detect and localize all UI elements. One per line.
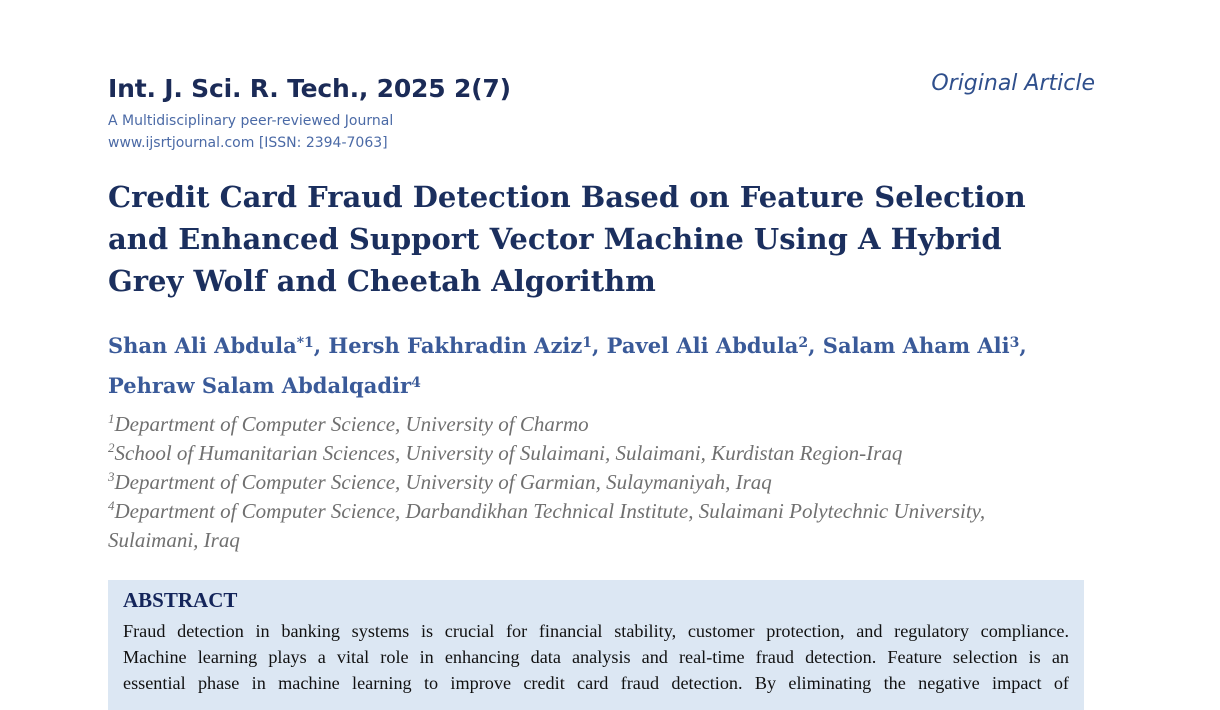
author-separator: , xyxy=(313,333,329,358)
author-line xyxy=(108,366,1108,406)
author-name: Hersh Fakhradin Aziz xyxy=(328,333,583,358)
affiliation-list xyxy=(108,410,1068,555)
author-affiliation-mark: 1 xyxy=(582,335,593,351)
paper-title-line: Grey Wolf and Cheetah Algorithm xyxy=(108,264,656,298)
author-list xyxy=(108,326,1108,406)
journal-url-issn: www.ijsrtjournal.com [ISSN: 2394-7063] xyxy=(108,135,388,151)
paper-title-line: Credit Card Fraud Detection Based on Feature Selection xyxy=(108,180,1026,214)
affiliation-number: 1 xyxy=(108,411,115,426)
affiliation-item xyxy=(108,439,1068,468)
abstract-line: Fraud detection in banking systems is crucial for financial stability, customer protection, and regulatory compliance. xyxy=(123,621,1069,641)
author-affiliation-mark: 3 xyxy=(1009,335,1020,351)
affiliation-item xyxy=(108,410,1068,439)
author-name: Shan Ali Abdula xyxy=(108,333,297,358)
paper-title xyxy=(108,176,1088,302)
abstract-text xyxy=(123,618,1069,696)
affiliation-item xyxy=(108,497,1068,526)
author-affiliation-mark: *1 xyxy=(296,335,314,351)
affiliation-item xyxy=(108,468,1068,497)
abstract-line: essential phase in machine learning to improve credit card fraud detection. By eliminating the negative impact of xyxy=(123,673,1069,693)
abstract-line: Machine learning plays a vital role in enhancing data analysis and real-time fraud detection. Feature selection is an xyxy=(123,647,1069,667)
journal-name: Int. J. Sci. R. Tech., 2025 2(7) xyxy=(108,74,511,103)
journal-description: A Multidisciplinary peer-reviewed Journal xyxy=(108,113,394,129)
author-affiliation-mark: 2 xyxy=(798,335,809,351)
affiliation-text: Department of Computer Science, University of Garmian, Sulaymaniyah, Iraq xyxy=(114,470,772,494)
affiliation-text: School of Humanitarian Sciences, University of Sulaimani, Sulaimani, Kurdistan Region-Iraq xyxy=(114,441,903,465)
author-affiliation-mark: 4 xyxy=(411,375,421,391)
author-name: Pavel Ali Abdula xyxy=(606,333,799,358)
author-separator: , xyxy=(808,333,823,358)
abstract-box xyxy=(108,580,1084,710)
affiliation-number: 2 xyxy=(108,440,115,455)
author-name: Pehraw Salam Abdalqadir xyxy=(108,373,412,398)
author-name: Salam Aham Ali xyxy=(822,333,1010,358)
affiliation-text: Department of Computer Science, University of Charmo xyxy=(114,412,589,436)
author-separator: , xyxy=(1019,333,1027,358)
affiliation-number: 4 xyxy=(108,498,115,513)
author-separator: , xyxy=(592,333,607,358)
abstract-heading: ABSTRACT xyxy=(123,588,238,612)
article-type-label: Original Article xyxy=(931,71,1095,96)
affiliation-continuation: Sulaimani, Iraq xyxy=(108,528,240,552)
paper-title-line: and Enhanced Support Vector Machine Using A Hybrid xyxy=(108,222,1002,256)
affiliation-text: Department of Computer Science, Darbandikhan Technical Institute, Sulaimani Polytechnic University, xyxy=(114,499,986,523)
affiliation-number: 3 xyxy=(108,469,115,484)
author-line xyxy=(108,326,1108,366)
